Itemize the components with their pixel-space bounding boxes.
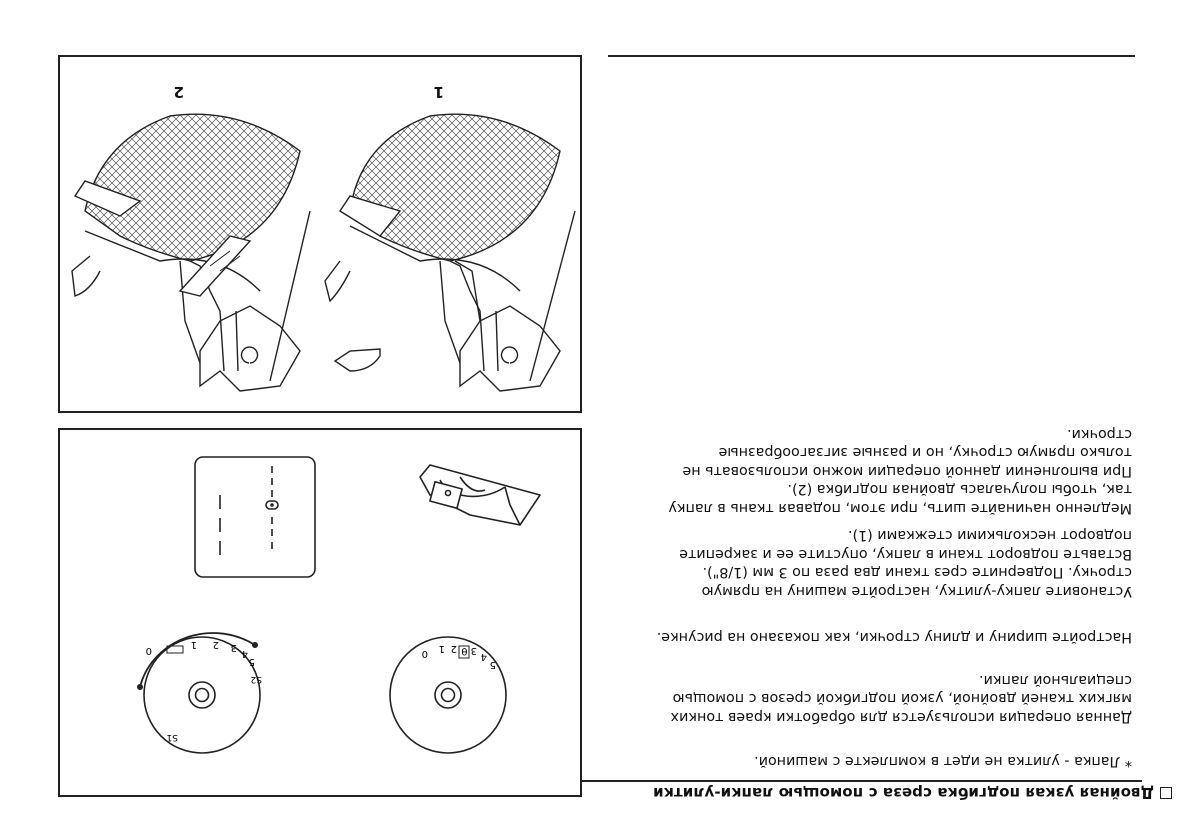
width-mark-2: 2 <box>450 643 457 654</box>
checkbox-icon <box>1160 787 1172 799</box>
length-mark-1: 1 <box>190 639 197 650</box>
stitch-length-dial-icon <box>137 633 262 753</box>
width-mark-theta: θ <box>461 645 468 656</box>
paragraph-intro: Данная операция используется для обработки краев тонких мягких тканей двойной, узкой подгибкой срезов с помощью специальной лапки. <box>670 672 1132 725</box>
paragraph-settings: Настройте ширину и длину строчки, как показано на рисунке. <box>656 629 1132 645</box>
hemmer-foot-icon <box>420 465 540 525</box>
width-mark-3: 3 <box>470 645 477 656</box>
length-mark-s2: S2 <box>250 674 262 684</box>
title-underline <box>572 780 1142 782</box>
step-1-illustration-icon <box>325 114 575 391</box>
paragraph-step-1: Установите лапку-улитку, настройте машину на прямую строчку. Подверните срез ткани два раза по 3 мм (1/8"). Вставьте подворот ткани в лапку, опустите ее и закрепите подворот несколькими стежками (1). <box>679 527 1132 599</box>
width-mark-4: 4 <box>480 651 487 662</box>
steps-figure <box>58 55 582 413</box>
settings-drawing <box>60 430 580 795</box>
figure-label-1: 1 <box>433 83 444 101</box>
width-mark-1: 1 <box>438 643 445 654</box>
straight-stitch-symbol-icon <box>195 457 315 577</box>
width-mark-0: 0 <box>421 648 428 659</box>
section-title: Двойная узкая подгибка среза с помощью лапки-улитки <box>652 784 1154 802</box>
bottom-divider <box>608 55 1135 57</box>
width-mark-5: 5 <box>489 659 496 670</box>
length-mark-s1: S1 <box>166 732 178 742</box>
footnote: * Лапка - улитка не идет в комплекте с машиной. <box>754 753 1132 769</box>
length-mark-0: 0 <box>145 645 152 656</box>
step-2-illustration-icon <box>72 114 310 391</box>
length-mark-5: 5 <box>248 656 255 667</box>
section-heading <box>572 782 1172 804</box>
settings-figure <box>58 428 582 797</box>
stitch-width-dial-icon <box>390 637 506 753</box>
length-mark-4: 4 <box>241 648 248 659</box>
length-mark-3: 3 <box>230 642 237 653</box>
paragraph-step-2: Медленно начинайте шить, при этом, подавая ткань в лапку так, чтобы получалась двойная подгибка (2). При выполнении данной операции можно использовать не только прямую строчку, но и разные зигзагообразные строчки. <box>668 426 1132 516</box>
figure-label-2: 2 <box>173 83 184 101</box>
steps-drawing <box>60 57 580 411</box>
length-mark-2: 2 <box>212 639 219 650</box>
